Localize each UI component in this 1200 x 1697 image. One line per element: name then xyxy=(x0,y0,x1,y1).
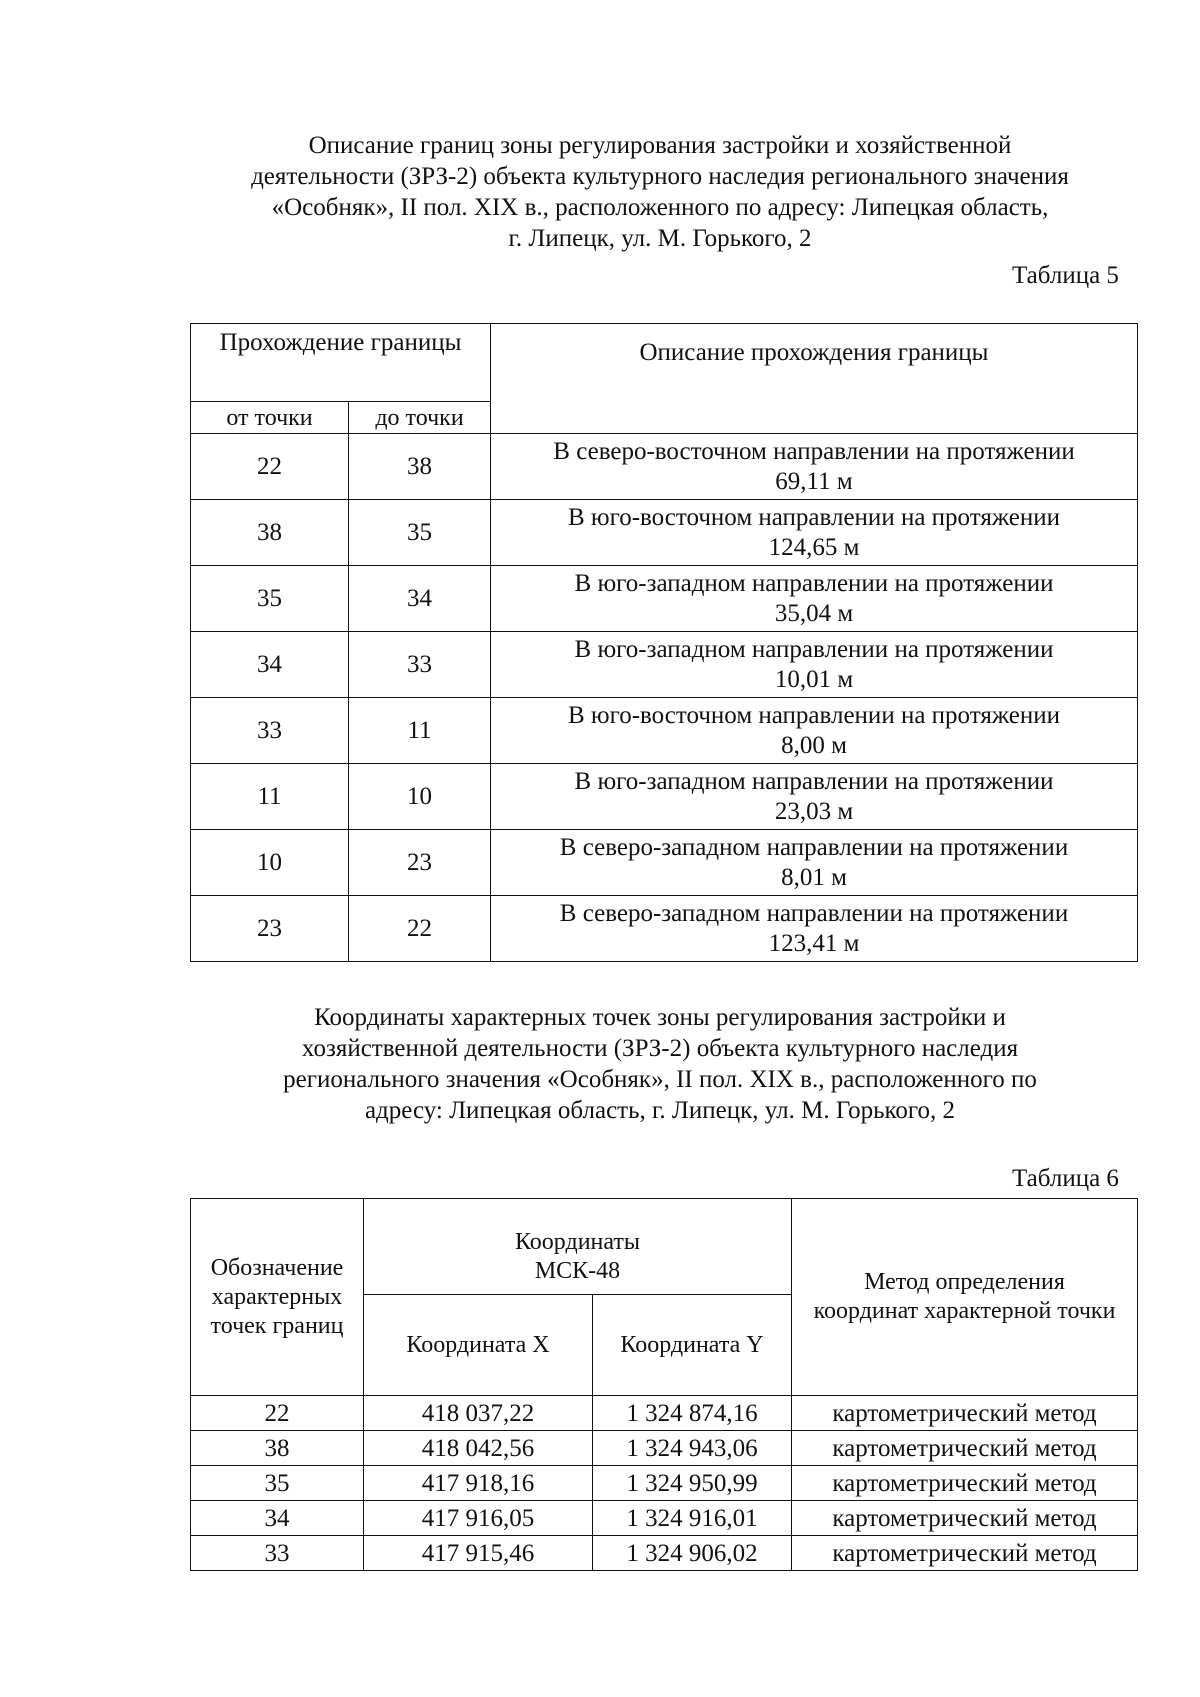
method-cell: картометрический метод xyxy=(792,1431,1138,1466)
from-point-cell: 38 xyxy=(191,500,349,566)
from-point-cell: 23 xyxy=(191,896,349,962)
distance-text: 8,00 м xyxy=(781,731,847,759)
table5-caption: Таблица 5 xyxy=(1012,262,1119,289)
header-description: Описание прохождения границы xyxy=(491,324,1138,434)
point-cell: 38 xyxy=(191,1431,364,1466)
coord-y-cell: 1 324 874,16 xyxy=(593,1396,792,1431)
from-point-cell: 34 xyxy=(191,632,349,698)
to-point-cell: 35 xyxy=(349,500,491,566)
description-text: В юго-западном направлении на протяжении xyxy=(574,767,1054,795)
header-passage: Прохождение границы xyxy=(191,324,491,402)
title-line: хозяйственной деятельности (ЗРЗ-2) объекта культурного наследия xyxy=(301,1035,1019,1062)
title-line: «Особняк», II пол. XIX в., расположенного по адресу: Липецкая область, xyxy=(271,194,1049,221)
from-point-cell: 22 xyxy=(191,434,349,500)
coordinates-table xyxy=(190,1198,1138,1571)
table6-caption: Таблица 6 xyxy=(1012,1165,1119,1192)
distance-text: 23,03 м xyxy=(774,797,854,825)
title-line: регионального значения «Особняк», II пол. XIX в., расположенного по xyxy=(283,1066,1037,1093)
table-row xyxy=(191,500,1138,566)
coord-x-cell: 418 037,22 xyxy=(364,1396,593,1431)
distance-text: 35,04 м xyxy=(774,599,854,627)
table-row xyxy=(191,764,1138,830)
header-from: от точки xyxy=(191,402,349,434)
section1-title xyxy=(150,130,1170,254)
table-row xyxy=(191,1536,1138,1571)
header-coordinates-line1: Координаты xyxy=(514,1229,641,1255)
coord-y-cell: 1 324 950,99 xyxy=(593,1466,792,1501)
point-cell: 33 xyxy=(191,1536,364,1571)
to-point-cell: 10 xyxy=(349,764,491,830)
coord-x-cell: 417 915,46 xyxy=(364,1536,593,1571)
table-row xyxy=(191,1431,1138,1466)
header-method: Метод определения координат характерной точки xyxy=(792,1199,1138,1396)
description-text: В юго-восточном направлении на протяжении xyxy=(567,503,1060,531)
coord-y-cell: 1 324 906,02 xyxy=(593,1536,792,1571)
distance-text: 124,65 м xyxy=(768,533,860,561)
header-coordinates-line2: МСК-48 xyxy=(534,1258,621,1284)
description-cell xyxy=(491,632,1138,698)
description-cell xyxy=(491,830,1138,896)
description-cell xyxy=(491,698,1138,764)
method-cell: картометрический метод xyxy=(792,1396,1138,1431)
description-text: В северо-западном направлении на протяжении xyxy=(559,833,1069,861)
distance-text: 69,11 м xyxy=(775,467,853,495)
header-coord-x: Координата X xyxy=(364,1295,593,1396)
to-point-cell: 23 xyxy=(349,830,491,896)
title-line: адресу: Липецкая область, г. Липецк, ул. М. Горького, 2 xyxy=(364,1097,956,1124)
table-row xyxy=(191,566,1138,632)
table-row xyxy=(191,632,1138,698)
point-cell: 34 xyxy=(191,1501,364,1536)
from-point-cell: 33 xyxy=(191,698,349,764)
description-cell xyxy=(491,764,1138,830)
description-cell xyxy=(491,434,1138,500)
coord-y-cell: 1 324 916,01 xyxy=(593,1501,792,1536)
title-line: деятельности (ЗРЗ-2) объекта культурного наследия регионального значения xyxy=(251,163,1069,190)
boundary-passage-table xyxy=(190,323,1138,962)
table-row xyxy=(191,698,1138,764)
description-cell xyxy=(491,566,1138,632)
method-cell: картометрический метод xyxy=(792,1466,1138,1501)
description-text: В северо-западном направлении на протяжении xyxy=(559,899,1069,927)
section2-title xyxy=(150,1002,1170,1126)
method-cell: картометрический метод xyxy=(792,1501,1138,1536)
title-line: Описание границ зоны регулирования застройки и хозяйственной xyxy=(308,132,1012,159)
header-designation: Обозначение характерных точек границ xyxy=(191,1199,364,1396)
to-point-cell: 38 xyxy=(349,434,491,500)
from-point-cell: 11 xyxy=(191,764,349,830)
header-coord-y: Координата Y xyxy=(593,1295,792,1396)
header-to: до точки xyxy=(349,402,491,434)
title-line: Координаты характерных точек зоны регулирования застройки и xyxy=(314,1004,1006,1031)
distance-text: 123,41 м xyxy=(768,929,860,957)
distance-text: 10,01 м xyxy=(774,665,854,693)
description-cell xyxy=(491,500,1138,566)
table-row xyxy=(191,1396,1138,1431)
description-text: В северо-восточном направлении на протяжении xyxy=(553,437,1075,465)
description-text: В юго-восточном направлении на протяжении xyxy=(567,701,1060,729)
coord-y-cell: 1 324 943,06 xyxy=(593,1431,792,1466)
from-point-cell: 35 xyxy=(191,566,349,632)
description-cell xyxy=(491,896,1138,962)
to-point-cell: 11 xyxy=(349,698,491,764)
to-point-cell: 33 xyxy=(349,632,491,698)
table-row xyxy=(191,830,1138,896)
coord-x-cell: 417 918,16 xyxy=(364,1466,593,1501)
title-line: г. Липецк, ул. М. Горького, 2 xyxy=(508,225,812,252)
header-coordinates xyxy=(364,1199,792,1295)
table-row xyxy=(191,896,1138,962)
distance-text: 8,01 м xyxy=(781,863,847,891)
to-point-cell: 34 xyxy=(349,566,491,632)
method-cell: картометрический метод xyxy=(792,1536,1138,1571)
to-point-cell: 22 xyxy=(349,896,491,962)
coord-x-cell: 417 916,05 xyxy=(364,1501,593,1536)
description-text: В юго-западном направлении на протяжении xyxy=(574,569,1054,597)
table-row xyxy=(191,1466,1138,1501)
table-row xyxy=(191,1501,1138,1536)
table-row xyxy=(191,434,1138,500)
description-text: В юго-западном направлении на протяжении xyxy=(574,635,1054,663)
point-cell: 35 xyxy=(191,1466,364,1501)
from-point-cell: 10 xyxy=(191,830,349,896)
point-cell: 22 xyxy=(191,1396,364,1431)
coord-x-cell: 418 042,56 xyxy=(364,1431,593,1466)
